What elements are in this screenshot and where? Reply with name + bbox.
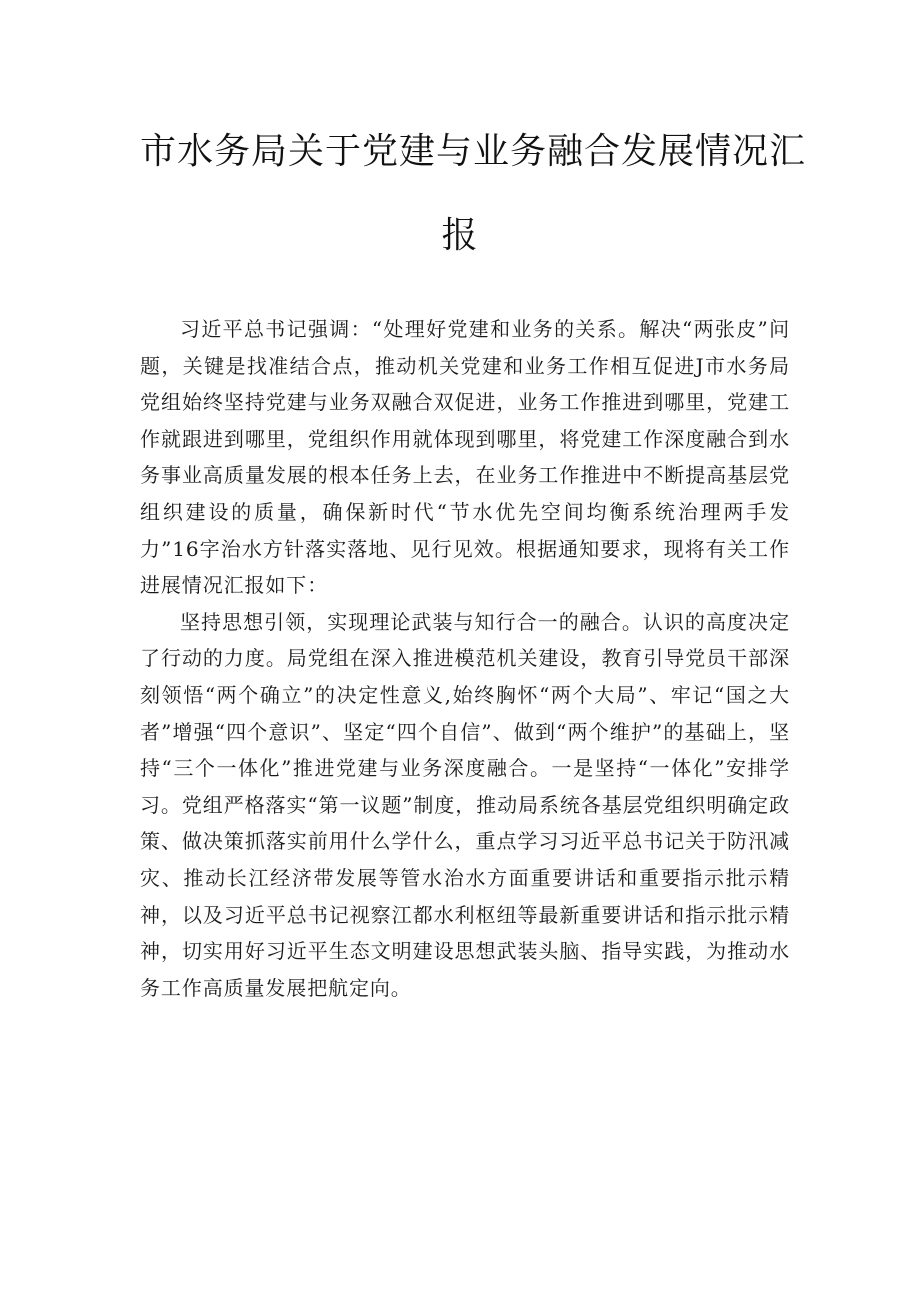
document-title [140,120,807,268]
title-line-2: 报 [441,215,479,256]
document-body [140,311,790,1006]
paragraph-intro: 习近平总书记强调：“处理好党建和业务的关系。解决“两张皮”问题，关键是找准结合点，推动机关党建和业务工作相互促进J市水务局党组始终坚持党建与业务双融合双促进，业务工作推进到哪里，党建工作就跟进到哪里，党组织作用就体现到哪里，将党建工作深度融合到水务事业高质量发展的根本任务上去，在业务工作推进中不断提高基层党组织建设的质量，确保新时代“节水优先空间均衡系统治理两手发力”16字治水方针落实落地、见行见效。根据通知要求，现将有关工作进展情况汇报如下： [140,317,790,598]
paragraph-thought-guidance: 坚持思想引领，实现理论武装与知行合一的融合。认识的高度决定了行动的力度。局党组在深入推进模范机关建设，教育引导党员干部深刻领悟“两个确立”的决定性意义,始终胸怀“两个大局”、牢记“国之大者”增强“四个意识”、坚定“四个自信”、做到“两个维护”的基础上，坚持“三个一体化”推进党建与业务深度融合。一是坚持“一体化”安排学习。党组严格落实“第一议题”制度，推动局系统各基层党组织明确定政策、做决策抓落实前用什么学什么，重点学习习近平总书记关于防汛减灾、推动长江经济带发展等管水治水方面重要讲话和重要指示批示精神，以及习近平总书记视察江都水利枢纽等最新重要讲话和指示批示精神，切实用好习近平生态文明建设思想武装头脑、指导实践，为推动水务工作高质量发展把航定向。 [140,609,790,1000]
title-line-1: 市水务局关于党建与业务融合发展情况汇 [140,131,807,172]
